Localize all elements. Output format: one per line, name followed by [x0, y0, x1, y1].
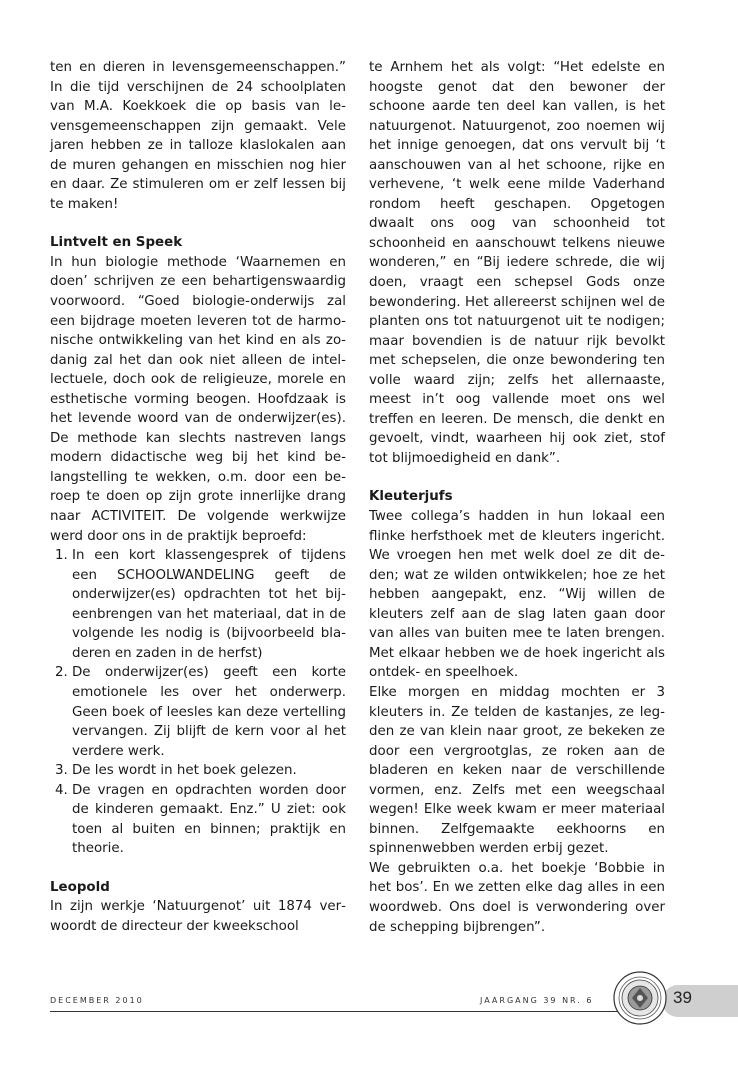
- footer-date: DECEMBER 2010: [50, 996, 144, 1005]
- kleuterjufs-paragraph: Elke morgen en middag mochten er 3 kleuters in. Ze telden de kastanjes, ze legden ze van klein naar groot, ze bekeken ze door een vergrootglas, ze roken aan de bladeren en keken naar de verschillende vormen, enz. Zelfs met een weegschaal wegen! Elke week kwam er meer materiaal binnen. Zelfgemaakte eekhoorns en spinnenwebben werden erbij gezet.: [369, 684, 665, 857]
- right-column: [369, 58, 665, 937]
- leopold-paragraph: In zijn werkje ‘Natuurgenot’ uit 1874 verwoordt de directeur der kweekschool: [50, 899, 346, 934]
- heading-leopold: Leopold: [50, 879, 110, 895]
- list-item: 2. De onderwijzer(es) geeft een korte emotionele les over het onderwerp. Geen boek of leesles kan deze vertelling vervangen. Zij blijft de kern voor al het verdere werk.: [72, 663, 346, 761]
- heading-lintvelt-en-speek: Lintvelt en Speek: [50, 235, 183, 251]
- list-item: 4. De vragen en opdrachten worden door de kinderen gemaakt. Enz.” U ziet: ook toen al buiten en binnen; praktijk en theorie.: [72, 781, 346, 859]
- kleuterjufs-paragraph: Twee collega’s hadden in hun lokaal een flinke herfsthoek met de kleuters ingericht. We vroegen hen met welk doel ze dit deden; wat ze wilden ontwikkelen; hoe ze het hebben aangepakt, enz. “Wij willen de kleuters zelf aan de slag laten gaan door van alles van buiten mee te laten brengen. Met elkaar hebben we de hoek ingericht als ontdek- en speelhoek.: [369, 509, 665, 681]
- footer-rule: [50, 1011, 618, 1012]
- method-steps-list: [50, 546, 346, 859]
- right-intro-paragraph: te Arnhem het als volgt: “Het edelste en hoogste genot dat den bewoner der schoone aarde ten deel kan vallen, is het natuurgenot. Natuurgenot, zoo noemen wij het innige genoegen, dat ons vervult bij ‘t aanschouwen van al het schoone, rijke en verhevene, ‘t welk eene milde Vaderhand rondom heeft geschapen. Opgetogen dwaalt ons oog van schoonheid tot schoonheid en aanschouwt telkens nieuwe wonderen,” en “Bij iedere schrede, die wij doen, vraagt een schepsel Gods onze bewondering. Het allereerst schijnen wel de planten ons tot natuurgenot uit te nodigen; maar bovendien is de natuur rijk bevolkt met schepselen, die onze bewondering ten volle waard zijn; zelfs het allernaaste, meest in’t oog vallende moet ons wel treffen en leeren. De mensch, die denkt en gevoelt, vindt, waarheen hij ook ziet, stof tot blijmoedigheid en dank”.: [369, 60, 665, 466]
- left-intro-paragraph: ten en dieren in levensgemeenschappen.” In die tijd verschijnen de 24 schoolplaten van M.A. Koekkoek die op basis van levensgemeenschappen zijn gemaakt. Vele jaren hebben ze in talloze klaslokalen aan de muren gehangen en misschien nog hier en daar. Ze stimuleren om er zelf lessen bij te maken!: [50, 60, 346, 212]
- heading-kleuterjufs: Kleuterjufs: [369, 489, 453, 505]
- list-item: 1. In een kort klassengesprek of tijdens een SCHOOLWANDELING geeft de onderwijzer(es) opdrachten tot het bijeenbrengen van het materiaal, dat in de volgende les nodig is (bijvoorbeeld bladeren en zaden in de herfst): [72, 546, 346, 663]
- kleuterjufs-paragraph: We gebruikten o.a. het boekje ‘Bobbie in het bos’. En we zetten elke dag alles in een woordweb. Ons doel is verwondering over de schepping bijbrengen”.: [369, 860, 665, 935]
- left-column: [50, 58, 346, 937]
- lintvelt-paragraph: In hun biologie methode ‘Waarnemen en doen’ schrijven ze een behartigenswaardig voorwoord. “Goed biologie-onderwijs zal een bijdrage moeten leveren tot de harmonische ontwikkeling van het kind en als zodanig zal het dan ook niet alleen de intellectuele, doch ook de religieuze, morele en esthetische vorming beogen. Hoofdzaak is het levende woord van de onderwijzer(es). De methode kan slechts nastreven langs modern didactische weg bij het kind belangstelling te wekken, o.m. door een beroep te doen op zijn grote innerlijke drang naar ACTIVITEIT. De volgende werkwijze werd door ons in de praktijk beproefd:: [50, 254, 346, 544]
- page-number: 39: [673, 988, 692, 1007]
- list-item: 3. De les wordt in het boek gelezen.: [72, 761, 346, 781]
- footer-volume: JAARGANG 39 NR. 6: [480, 996, 594, 1005]
- journal-seal-icon: [612, 970, 668, 1026]
